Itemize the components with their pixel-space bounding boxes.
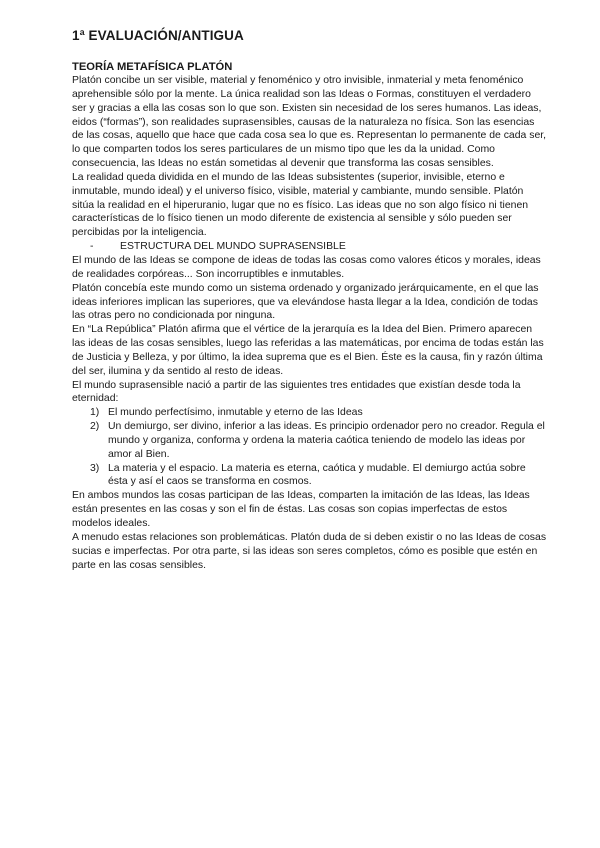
paragraph: En ambos mundos las cosas participan de las Ideas, comparten la imitación de las Ideas, las Ideas están presentes en las cosas y son el fin de éstas. Las cosas son copias imperfectas de estos modelos ideales. [72, 490, 530, 529]
paragraph: En “La República” Platón afirma que el vértice de la jerarquía es la Idea del Bien. Primero aparecen las ideas de las cosas sensibles, luego las referidas a las matemáticas, por encima de todas están las de Justicia y Belleza, y por último, la idea suprema que es el Bien. Éste es la causa, fin y razón última del ser, ilumina y da sentido al resto de ideas. [72, 324, 544, 377]
list-item-text: La materia y el espacio. La materia es eterna, caótica y mudable. El demiurgo actúa sobre ésta y así el caos se transforma en cosmos. [108, 462, 526, 488]
dash-marker: - [90, 241, 94, 253]
subsection-heading [72, 240, 548, 254]
paragraph: Platón concebía este mundo como un sistema ordenado y organizado jerárquicamente, en el que las ideas inferiores implican las superiores, que va elevándose hasta llegar a la Idea, condición de todas las otras pero no condicionada por ninguna. [72, 282, 539, 322]
list-item-text: El mundo perfectísimo, inmutable y eterno de las Ideas [108, 407, 363, 419]
list-item [72, 462, 548, 490]
list-item-text: Un demiurgo, ser divino, inferior a las ideas. Es principio ordenador pero no creador. Regula el mundo y organiza, conforma y ordena la materia caótica teniendo de modelo las ideas por amor al Bien. [108, 421, 545, 460]
paragraph: Platón concibe un ser visible, material y fenoménico y otro invisible, inmaterial y meta fenoménico aprehensible sólo por la mente. La única realidad son las Ideas o Formas, constituyen el verdadero ser y gracias a ella las cosas son lo que son. Existen sin necesidad de los seres humanos. Las ideas, eidos (“formas”), son realidades suprasensibles, causas de la naturaleza no física. Son las esencias de las cosas, aquello que hace que cada cosa sea lo que es. Representan lo permanente de cada ser, lo que comparten todos los seres particulares de un mismo tipo que les da la unidad. Como consecuencia, las Ideas no están sometidas al devenir que transforma las cosas sensibles. [72, 75, 547, 170]
paragraph: A menudo estas relaciones son problemáticas. Platón duda de si deben existir o no las Ideas de cosas sucias e imperfectas. Por otra parte, si las ideas son seres completos, cómo es posible que estén en parte en las cosas sensibles. [72, 531, 547, 571]
list-item-number: 1) [90, 407, 100, 419]
section-title: TEORÍA METAFÍSICA PLATÓN [72, 61, 233, 73]
document-title: 1ª EVALUACIÓN/ANTIGUA [72, 28, 244, 43]
paragraph: El mundo suprasensible nació a partir de las siguientes tres entidades que existían desde toda la eternidad: [72, 379, 521, 405]
subsection-heading-text: ESTRUCTURA DEL MUNDO SUPRASENSIBLE [120, 241, 346, 253]
list-item-number: 3) [90, 462, 100, 474]
paragraph: El mundo de las Ideas se compone de ideas de todas las cosas como valores éticos y morales, ideas de realidades corpóreas... Son incorruptibles e inmutables. [72, 254, 541, 280]
list-item [72, 406, 548, 420]
paragraph: La realidad queda dividida en el mundo de las Ideas subsistentes (superior, invisible, eterno e inmutable, mundo ideal) y el universo físico, visible, material y cambiante, mundo sensible. Platón sitúa la realidad en el hiperuranio, lugar que no es físico. Las ideas que no son algo físico ni tienen características de lo físico tienen un modo diferente de existencia al sensible y sólo pueden ser percibidas por la inteligencia. [72, 171, 529, 239]
list-item-number: 2) [90, 421, 100, 433]
numbered-list [72, 406, 548, 489]
list-item [72, 420, 548, 462]
